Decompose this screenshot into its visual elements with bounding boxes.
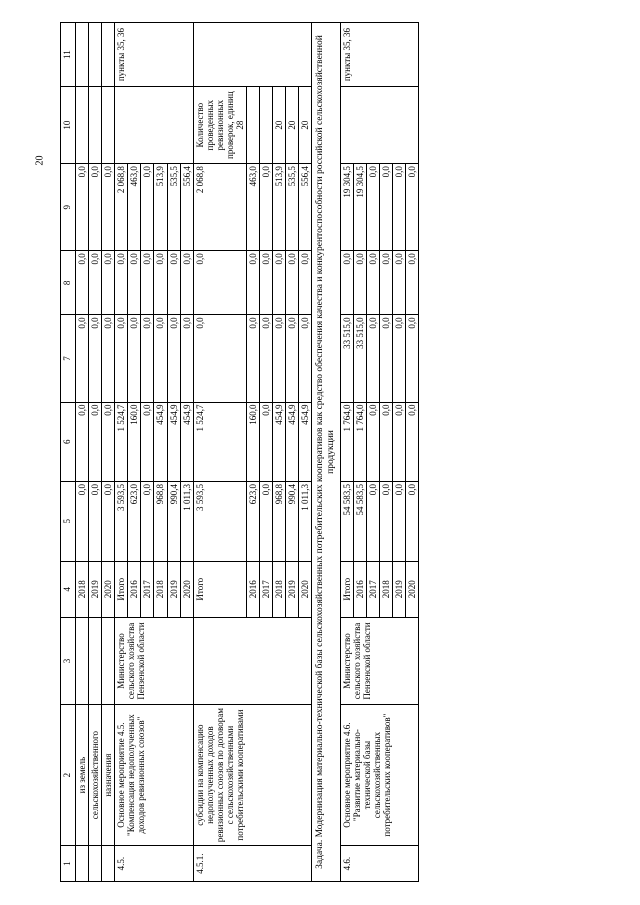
value-cell: 0,0 bbox=[141, 482, 154, 561]
table-cell: 0,0 bbox=[89, 482, 102, 561]
table-cell: 0,0 bbox=[76, 402, 89, 481]
value-cell: 0,0 bbox=[247, 251, 260, 315]
value-cell: 0,0 bbox=[193, 251, 246, 315]
table-cell bbox=[102, 23, 115, 87]
value-cell: 0,0 bbox=[406, 402, 419, 481]
table-row bbox=[193, 23, 246, 882]
value-cell: 33 515,0 bbox=[353, 315, 366, 402]
value-cell: 54 583,5 bbox=[340, 482, 353, 561]
column-number: 11 bbox=[61, 23, 76, 87]
year-cell: 2019 bbox=[167, 561, 180, 617]
task-text: Задача. Модернизация материально-технической базы сельскохозяйственных потребительских кооперативов как средство обеспечения качества и конкурентоспособности российской сельскохозяйственной продукции bbox=[312, 23, 340, 882]
indicator-cell bbox=[193, 87, 246, 164]
year-cell: 2018 bbox=[154, 561, 167, 617]
year-cell: 2019 bbox=[286, 561, 299, 617]
table-cell: 0,0 bbox=[76, 482, 89, 561]
table-cell: 0,0 bbox=[76, 315, 89, 402]
executor: Министерство сельского хозяйства Пензенской области bbox=[115, 617, 193, 704]
column-number: 7 bbox=[61, 315, 76, 402]
value-cell: 0,0 bbox=[406, 482, 419, 561]
indicator-value: 20 bbox=[273, 87, 286, 164]
value-cell: 0,0 bbox=[353, 251, 366, 315]
value-cell: 556,4 bbox=[180, 164, 193, 251]
table-cell: 0,0 bbox=[102, 164, 115, 251]
year-cell: Итого bbox=[340, 561, 353, 617]
value-cell: 0,0 bbox=[366, 315, 379, 402]
value-cell: 0,0 bbox=[154, 251, 167, 315]
value-cell: 0,0 bbox=[180, 315, 193, 402]
row-number: 4.5. bbox=[115, 846, 193, 882]
value-cell: 3 593,5 bbox=[193, 482, 246, 561]
year-cell: Итого bbox=[115, 561, 128, 617]
table-row bbox=[76, 23, 89, 882]
table-cell: 0,0 bbox=[76, 251, 89, 315]
program-table bbox=[60, 22, 419, 882]
value-cell: 454,9 bbox=[180, 402, 193, 481]
table-cell: 0,0 bbox=[102, 402, 115, 481]
value-cell: 0,0 bbox=[273, 315, 286, 402]
value-cell: 0,0 bbox=[260, 402, 273, 481]
value-cell: 454,9 bbox=[286, 402, 299, 481]
table-cell bbox=[102, 617, 115, 704]
value-cell: 1 524,7 bbox=[115, 402, 128, 481]
table-cell: 0,0 bbox=[102, 315, 115, 402]
table-cell: 0,0 bbox=[89, 315, 102, 402]
indicator-value bbox=[260, 87, 273, 164]
column-number: 3 bbox=[61, 617, 76, 704]
value-cell: 0,0 bbox=[141, 402, 154, 481]
value-cell: 2 068,8 bbox=[115, 164, 128, 251]
activity-name: Основное мероприятие 4.6. "Развитие материально-технической базы сельскохозяйственных потребительских кооперативов" bbox=[340, 705, 418, 846]
value-cell: 623,0 bbox=[247, 482, 260, 561]
activity-name: Основное мероприятие 4.5. "Компенсация недополученных доходов ревизионных союзов" bbox=[115, 705, 193, 846]
indicator-cell bbox=[340, 87, 418, 164]
value-cell: 1 011,3 bbox=[180, 482, 193, 561]
value-cell: 0,0 bbox=[366, 402, 379, 481]
task-row bbox=[312, 23, 340, 882]
value-cell: 0,0 bbox=[299, 251, 312, 315]
column-number: 6 bbox=[61, 402, 76, 481]
value-cell: 0,0 bbox=[406, 164, 419, 251]
value-cell: 0,0 bbox=[286, 315, 299, 402]
rotated-page bbox=[60, 22, 440, 882]
value-cell: 0,0 bbox=[393, 315, 406, 402]
value-cell: 54 583,5 bbox=[353, 482, 366, 561]
value-cell: 19 304,5 bbox=[340, 164, 353, 251]
value-cell: 2 068,8 bbox=[193, 164, 246, 251]
value-cell: 0,0 bbox=[273, 251, 286, 315]
value-cell: 0,0 bbox=[379, 482, 392, 561]
value-cell: 0,0 bbox=[379, 402, 392, 481]
references-cell: пункты 35, 36 bbox=[115, 23, 193, 87]
value-cell: 0,0 bbox=[260, 164, 273, 251]
references-cell bbox=[193, 23, 312, 87]
value-cell: 623,0 bbox=[128, 482, 141, 561]
value-cell: 0,0 bbox=[115, 315, 128, 402]
value-cell: 0,0 bbox=[260, 251, 273, 315]
value-cell: 454,9 bbox=[299, 402, 312, 481]
value-cell: 1 764,0 bbox=[340, 402, 353, 481]
indicator-value: 28 bbox=[235, 120, 246, 130]
column-number: 10 bbox=[61, 87, 76, 164]
value-cell: 1 764,0 bbox=[353, 402, 366, 481]
value-cell: 535,5 bbox=[167, 164, 180, 251]
year-cell: 2016 bbox=[353, 561, 366, 617]
value-cell: 0,0 bbox=[141, 251, 154, 315]
year-cell: 2017 bbox=[141, 561, 154, 617]
activity-name: субсидии на компенсацию недополученных доходов ревизионных союзов по договорам с сельскохозяйственными потребительскими кооперативами bbox=[193, 705, 312, 846]
value-cell: 990,4 bbox=[286, 482, 299, 561]
year-cell: Итого bbox=[193, 561, 246, 617]
value-cell: 463,0 bbox=[128, 164, 141, 251]
indicator-name: Количество проведенных ревизионных проверок, единиц bbox=[194, 91, 235, 159]
value-cell: 0,0 bbox=[141, 315, 154, 402]
value-cell: 0,0 bbox=[366, 482, 379, 561]
value-cell: 0,0 bbox=[260, 315, 273, 402]
header-row bbox=[61, 23, 76, 882]
year-cell: 2016 bbox=[247, 561, 260, 617]
value-cell: 0,0 bbox=[406, 251, 419, 315]
value-cell: 0,0 bbox=[260, 482, 273, 561]
indicator-value bbox=[247, 87, 260, 164]
column-number: 2 bbox=[61, 705, 76, 846]
value-cell: 0,0 bbox=[180, 251, 193, 315]
value-cell: 0,0 bbox=[167, 251, 180, 315]
value-cell: 0,0 bbox=[299, 315, 312, 402]
value-cell: 454,9 bbox=[154, 402, 167, 481]
table-row bbox=[115, 23, 128, 882]
value-cell: 454,9 bbox=[273, 402, 286, 481]
value-cell: 0,0 bbox=[193, 315, 246, 402]
table-cell bbox=[76, 87, 89, 164]
value-cell: 454,9 bbox=[167, 402, 180, 481]
value-cell: 160,0 bbox=[247, 402, 260, 481]
table-cell bbox=[89, 617, 102, 704]
year-cell: 2016 bbox=[128, 561, 141, 617]
value-cell: 0,0 bbox=[393, 251, 406, 315]
value-cell: 0,0 bbox=[167, 315, 180, 402]
table-cell: назначения bbox=[102, 705, 115, 846]
table-cell: 2020 bbox=[102, 561, 115, 617]
year-cell: 2018 bbox=[379, 561, 392, 617]
indicator-cell bbox=[115, 87, 193, 164]
column-number: 4 bbox=[61, 561, 76, 617]
value-cell: 535,5 bbox=[286, 164, 299, 251]
value-cell: 0,0 bbox=[379, 251, 392, 315]
table-cell bbox=[89, 846, 102, 882]
table-cell bbox=[76, 846, 89, 882]
value-cell: 0,0 bbox=[128, 251, 141, 315]
value-cell: 990,4 bbox=[167, 482, 180, 561]
table-cell: 0,0 bbox=[89, 251, 102, 315]
value-cell: 0,0 bbox=[393, 402, 406, 481]
table-cell bbox=[76, 23, 89, 87]
table-cell bbox=[89, 87, 102, 164]
row-number: 4.5.1. bbox=[193, 846, 312, 882]
table-cell: 0,0 bbox=[102, 482, 115, 561]
year-cell: 2017 bbox=[366, 561, 379, 617]
column-number: 5 bbox=[61, 482, 76, 561]
value-cell: 0,0 bbox=[393, 482, 406, 561]
value-cell: 0,0 bbox=[366, 164, 379, 251]
value-cell: 33 515,0 bbox=[340, 315, 353, 402]
executor bbox=[193, 617, 312, 704]
page-number: 20 bbox=[34, 155, 46, 166]
value-cell: 0,0 bbox=[366, 251, 379, 315]
year-cell: 2020 bbox=[299, 561, 312, 617]
value-cell: 0,0 bbox=[406, 315, 419, 402]
executor: Министерство сельского хозяйства Пензенской области bbox=[340, 617, 418, 704]
table-wrapper bbox=[60, 22, 440, 882]
value-cell: 1 011,3 bbox=[299, 482, 312, 561]
value-cell: 0,0 bbox=[115, 251, 128, 315]
value-cell: 463,0 bbox=[247, 164, 260, 251]
table-row bbox=[89, 23, 102, 882]
column-number: 1 bbox=[61, 846, 76, 882]
table-cell: 0,0 bbox=[102, 251, 115, 315]
row-number: 4.6. bbox=[340, 846, 418, 882]
value-cell: 0,0 bbox=[379, 164, 392, 251]
table-row bbox=[102, 23, 115, 882]
value-cell: 1 524,7 bbox=[193, 402, 246, 481]
year-cell: 2020 bbox=[406, 561, 419, 617]
table-row bbox=[340, 23, 353, 882]
value-cell: 0,0 bbox=[128, 315, 141, 402]
value-cell: 0,0 bbox=[141, 164, 154, 251]
table-cell bbox=[102, 846, 115, 882]
value-cell: 3 593,5 bbox=[115, 482, 128, 561]
value-cell: 0,0 bbox=[340, 251, 353, 315]
value-cell: 160,0 bbox=[128, 402, 141, 481]
table-cell: 0,0 bbox=[76, 164, 89, 251]
value-cell: 19 304,5 bbox=[353, 164, 366, 251]
value-cell: 968,8 bbox=[273, 482, 286, 561]
table-cell bbox=[89, 23, 102, 87]
value-cell: 513,9 bbox=[154, 164, 167, 251]
value-cell: 0,0 bbox=[379, 315, 392, 402]
year-cell: 2018 bbox=[273, 561, 286, 617]
column-number: 9 bbox=[61, 164, 76, 251]
table-body bbox=[76, 23, 419, 882]
table-cell: сельскохозяйственного bbox=[89, 705, 102, 846]
references-cell: пункты 35, 36 bbox=[340, 23, 418, 87]
year-cell: 2017 bbox=[260, 561, 273, 617]
table-cell: из земель bbox=[76, 705, 89, 846]
year-cell: 2019 bbox=[393, 561, 406, 617]
year-cell: 2020 bbox=[180, 561, 193, 617]
table-cell: 2019 bbox=[89, 561, 102, 617]
value-cell: 556,4 bbox=[299, 164, 312, 251]
indicator-value: 20 bbox=[299, 87, 312, 164]
value-cell: 0,0 bbox=[154, 315, 167, 402]
value-cell: 0,0 bbox=[286, 251, 299, 315]
table-cell: 2018 bbox=[76, 561, 89, 617]
value-cell: 0,0 bbox=[247, 315, 260, 402]
table-cell bbox=[76, 617, 89, 704]
table-cell bbox=[102, 87, 115, 164]
table-cell: 0,0 bbox=[89, 164, 102, 251]
column-number: 8 bbox=[61, 251, 76, 315]
indicator-value: 20 bbox=[286, 87, 299, 164]
value-cell: 513,9 bbox=[273, 164, 286, 251]
table-cell: 0,0 bbox=[89, 402, 102, 481]
value-cell: 968,8 bbox=[154, 482, 167, 561]
value-cell: 0,0 bbox=[393, 164, 406, 251]
